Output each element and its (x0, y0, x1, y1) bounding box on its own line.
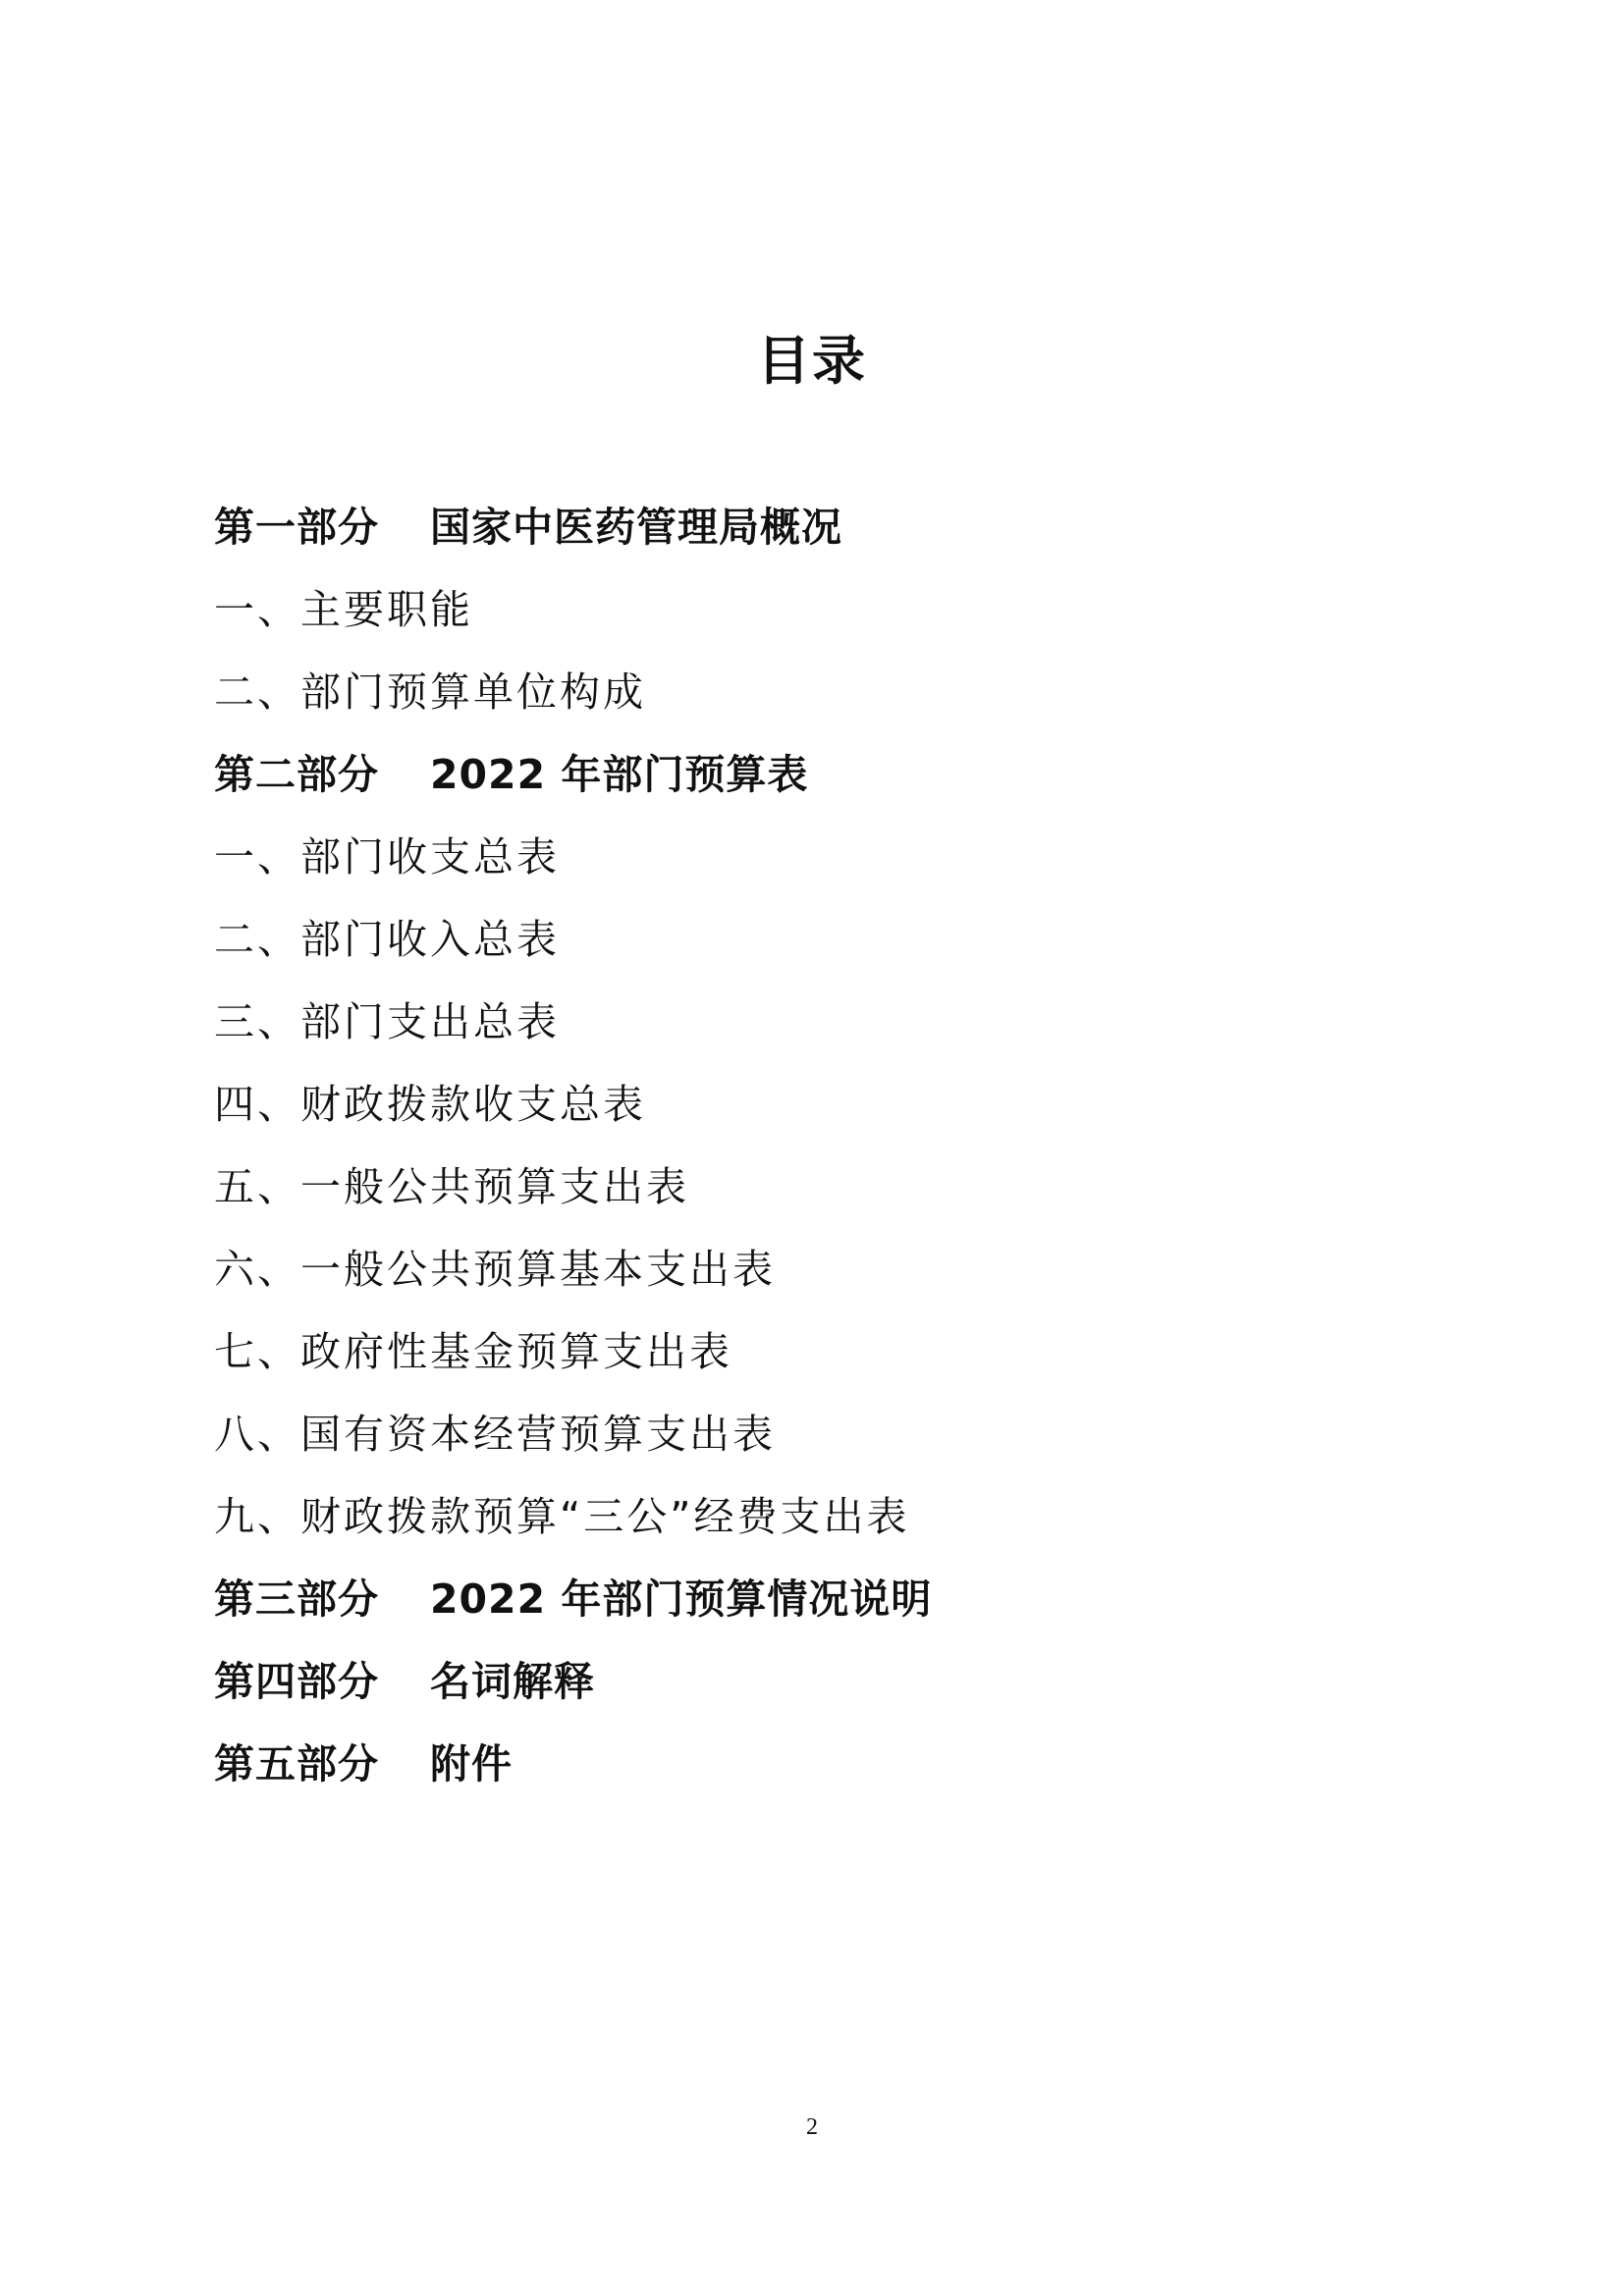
toc-item[interactable]: 七、政府性基金预算支出表 (214, 1328, 732, 1375)
toc-item[interactable]: 一、主要职能 (214, 586, 473, 633)
toc-item[interactable]: 九、财政拨款预算“三公”经费支出表 (214, 1493, 910, 1540)
part-label: 第二部分 (214, 751, 379, 798)
page-number: 2 (806, 2114, 818, 2140)
toc-part-heading[interactable] (214, 1723, 1490, 1805)
part-title: 2022 年部门预算表 (430, 751, 809, 798)
part-label: 第三部分 (214, 1575, 379, 1623)
table-of-contents (214, 486, 1490, 1805)
part-title: 国家中医药管理局概况 (430, 504, 842, 551)
part-label: 第五部分 (214, 1740, 379, 1788)
toc-part-heading[interactable] (214, 486, 1490, 568)
toc-item[interactable]: 五、一般公共预算支出表 (214, 1163, 689, 1210)
part-label: 第一部分 (214, 504, 379, 551)
toc-part-heading[interactable] (214, 733, 1490, 816)
toc-item[interactable]: 一、部门收支总表 (214, 833, 560, 881)
toc-item[interactable]: 二、部门预算单位构成 (214, 668, 646, 716)
toc-part-heading[interactable] (214, 1640, 1490, 1723)
part-title: 名词解释 (430, 1658, 595, 1705)
part-label: 第四部分 (214, 1658, 379, 1705)
toc-item[interactable]: 六、一般公共预算基本支出表 (214, 1246, 776, 1293)
page-title: 目录 (757, 330, 867, 392)
toc-item[interactable]: 八、国有资本经营预算支出表 (214, 1411, 776, 1458)
toc-item[interactable]: 二、部门收入总表 (214, 916, 560, 963)
toc-item[interactable]: 三、部门支出总表 (214, 998, 560, 1045)
toc-part-heading[interactable] (214, 1558, 1490, 1640)
part-title: 附件 (430, 1740, 513, 1788)
toc-item[interactable]: 四、财政拨款收支总表 (214, 1081, 646, 1128)
part-title: 2022 年部门预算情况说明 (430, 1575, 933, 1623)
